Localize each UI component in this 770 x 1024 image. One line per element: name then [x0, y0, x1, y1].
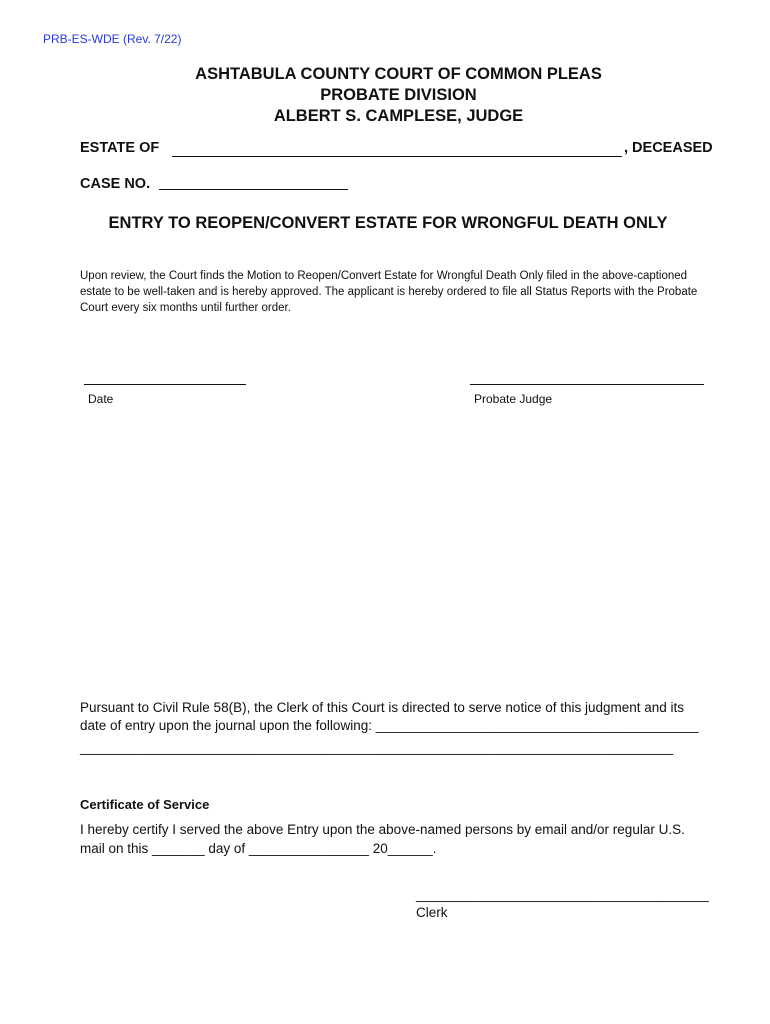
- civil-rule-line-1: Pursuant to Civil Rule 58(B), the Clerk of this Court is directed to serve notice of this judgment and its: [80, 700, 685, 715]
- civil-rule-line-3: _______________________________________________________________________________: [80, 740, 674, 755]
- division-name: PROBATE DIVISION: [320, 86, 477, 104]
- clerk-label: Clerk: [416, 905, 448, 920]
- entry-title: ENTRY TO REOPEN/CONVERT ESTATE FOR WRONGFUL DEATH ONLY: [108, 214, 668, 232]
- date-label: Date: [88, 392, 114, 406]
- form-id: PRB-ES-WDE (Rev. 7/22): [43, 32, 182, 46]
- judge-signature-line[interactable]: [470, 384, 704, 385]
- court-header: [0, 64, 770, 127]
- certificate-line-2: mail on this _______ day of ________________ 20______.: [80, 841, 437, 856]
- certificate-line-1: I hereby certify I served the above Entry upon the above-named persons by email and/or regular U.S.: [80, 822, 685, 837]
- civil-rule-line-2: date of entry upon the journal upon the following: ___________________________________________: [80, 718, 699, 733]
- certificate-heading: Certificate of Service: [80, 797, 210, 812]
- estate-of-label: ESTATE OF: [80, 140, 160, 156]
- probate-judge-label: Probate Judge: [474, 392, 553, 406]
- entry-body: Upon review, the Court finds the Motion to Reopen/Convert Estate for Wrongful Death Only filed in the above-captioned estate to be well-taken and is hereby approved. The applicant is hereby ordered to file all Status Reports with the Probate Court every six months until further order.: [80, 270, 698, 314]
- date-signature-line[interactable]: [84, 384, 246, 385]
- case-number-field[interactable]: [159, 189, 348, 190]
- clerk-signature-line[interactable]: _______________________________________: [416, 887, 709, 902]
- case-no-label: CASE NO.: [80, 176, 151, 192]
- judge-name: ALBERT S. CAMPLESE, JUDGE: [273, 107, 524, 125]
- deceased-label: , DECEASED: [624, 140, 713, 156]
- estate-name-field[interactable]: [172, 156, 622, 157]
- court-name: ASHTABULA COUNTY COURT OF COMMON PLEAS: [195, 65, 602, 83]
